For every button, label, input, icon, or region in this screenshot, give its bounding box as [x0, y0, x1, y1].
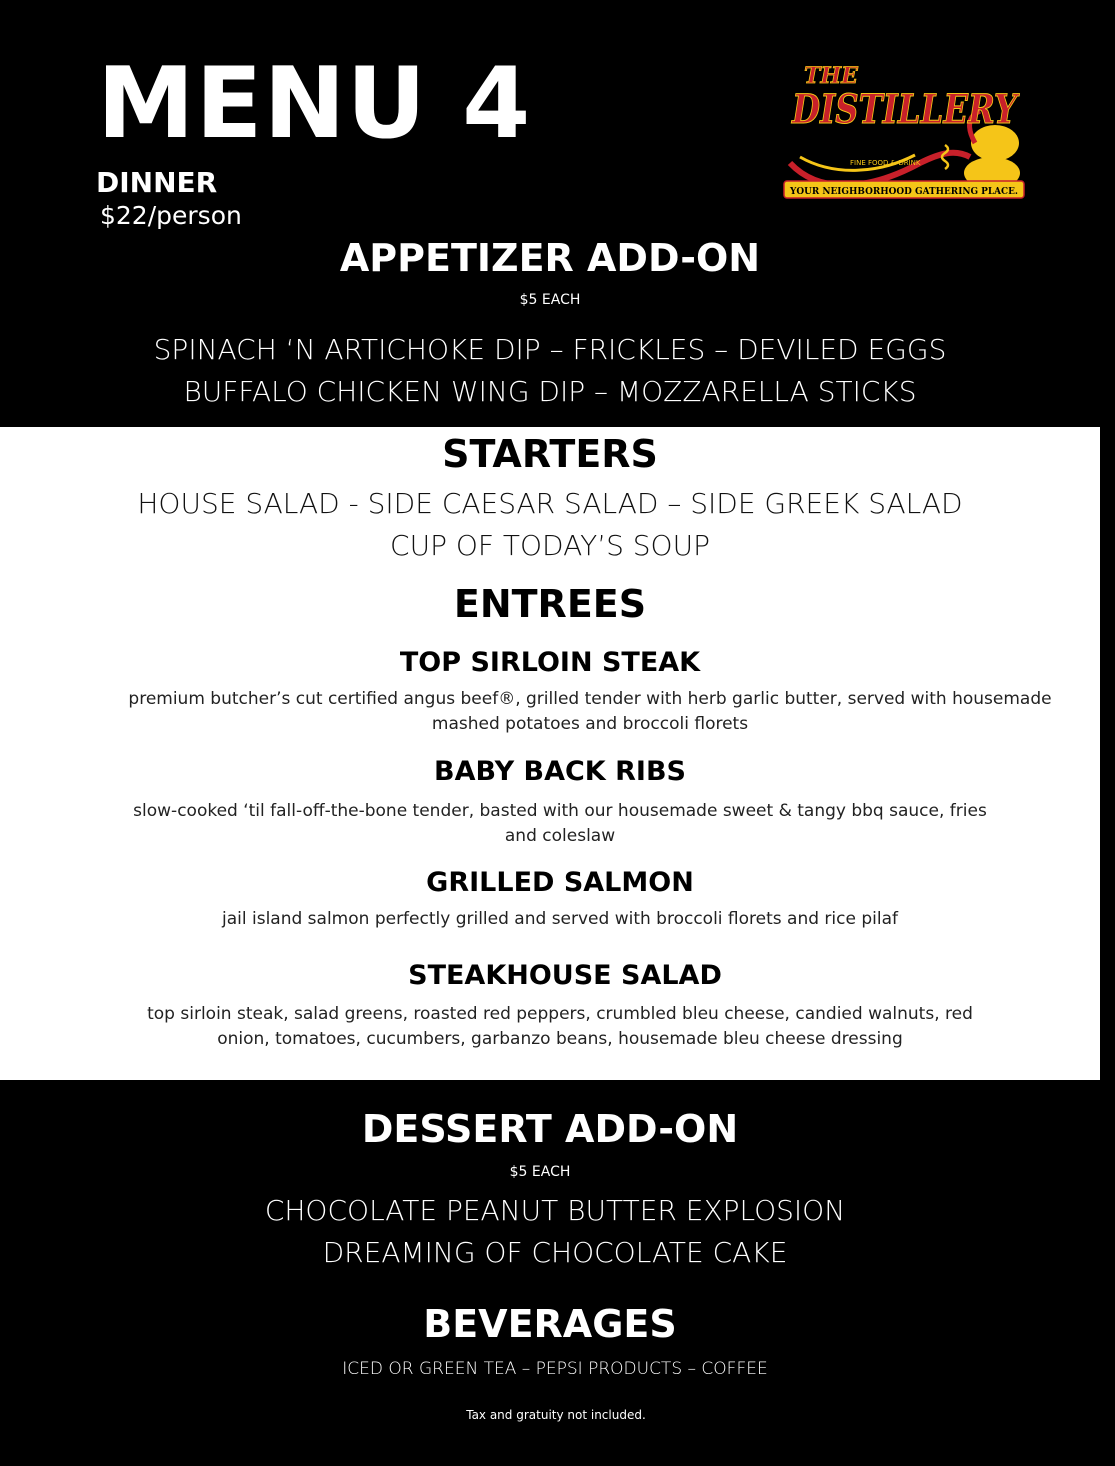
- entree-description: [100, 799, 1020, 849]
- entree-description: [100, 1002, 1020, 1052]
- entree-description: [120, 687, 1060, 737]
- logo-the-text: THE: [804, 63, 858, 89]
- logo-name-text: DISTILLERY: [791, 86, 1020, 133]
- dessert-price: $5 EACH: [509, 1164, 571, 1180]
- entree-description-line: onion, tomatoes, cucumbers, garbanzo beans, housemade bleu cheese dressing: [217, 1029, 903, 1049]
- entree-name: STEAKHOUSE SALAD: [408, 960, 722, 991]
- still-coil: [942, 145, 948, 169]
- appetizer-heading: APPETIZER ADD-ON: [339, 236, 761, 280]
- dessert-heading: DESSERT ADD-ON: [361, 1107, 739, 1151]
- entree-name: TOP SIRLOIN STEAK: [399, 647, 701, 678]
- distillery-logo: [780, 45, 1028, 205]
- main-section: [0, 427, 1100, 1080]
- price-per-person: $22/person: [100, 201, 242, 230]
- meal-label: DINNER: [96, 166, 218, 199]
- tax-note: Tax and gratuity not included.: [466, 1408, 646, 1422]
- entree-description: [90, 907, 1030, 932]
- entree-description-line: jail island salmon perfectly grilled and served with broccoli florets and rice pilaf: [222, 909, 898, 929]
- dessert-line-1: CHOCOLATE PEANUT BUTTER EXPLOSION: [264, 1194, 846, 1227]
- footer-section: [0, 1080, 1100, 1466]
- appetizer-line-2: BUFFALO CHICKEN WING DIP – MOZZARELLA STICKS: [183, 375, 917, 408]
- appetizer-line-1: SPINACH ‘N ARTICHOKE DIP – FRICKLES – DEVILED EGGS: [153, 333, 947, 366]
- menu-title: MENU 4: [97, 47, 532, 161]
- entree-name: BABY BACK RIBS: [433, 756, 686, 787]
- starters-line-2: CUP OF TODAY’S SOUP: [390, 529, 710, 562]
- logo-banner-text: YOUR NEIGHBORHOOD GATHERING PLACE.: [789, 186, 1018, 197]
- entree-description-line: slow-cooked ‘til fall-off-the-bone tender, basted with our housemade sweet & tangy bbq sauce, fries: [133, 801, 987, 821]
- starters-heading: STARTERS: [442, 432, 658, 476]
- appetizer-price: $5 EACH: [519, 292, 581, 308]
- entree-description-line: mashed potatoes and broccoli florets: [431, 714, 749, 734]
- beverages-line: ICED OR GREEN TEA – PEPSI PRODUCTS – COFFEE: [342, 1359, 768, 1379]
- entree-description-line: premium butcher’s cut certified angus beef®, grilled tender with herb garlic butter, served with housemade: [128, 689, 1052, 709]
- header-section: [0, 0, 1100, 427]
- entrees-heading: ENTREES: [453, 582, 647, 626]
- entree-name: GRILLED SALMON: [426, 867, 694, 898]
- logo-small-tagline: FINE FOOD & DRINK: [850, 159, 921, 167]
- beverages-heading: BEVERAGES: [423, 1302, 677, 1346]
- entree-description-line: top sirloin steak, salad greens, roasted red peppers, crumbled bleu cheese, candied walnuts, red: [147, 1004, 973, 1024]
- dessert-line-2: DREAMING OF CHOCOLATE CAKE: [322, 1236, 788, 1269]
- entree-description-line: and coleslaw: [504, 826, 616, 846]
- starters-line-1: HOUSE SALAD - SIDE CAESAR SALAD – SIDE GREEK SALAD: [137, 487, 963, 520]
